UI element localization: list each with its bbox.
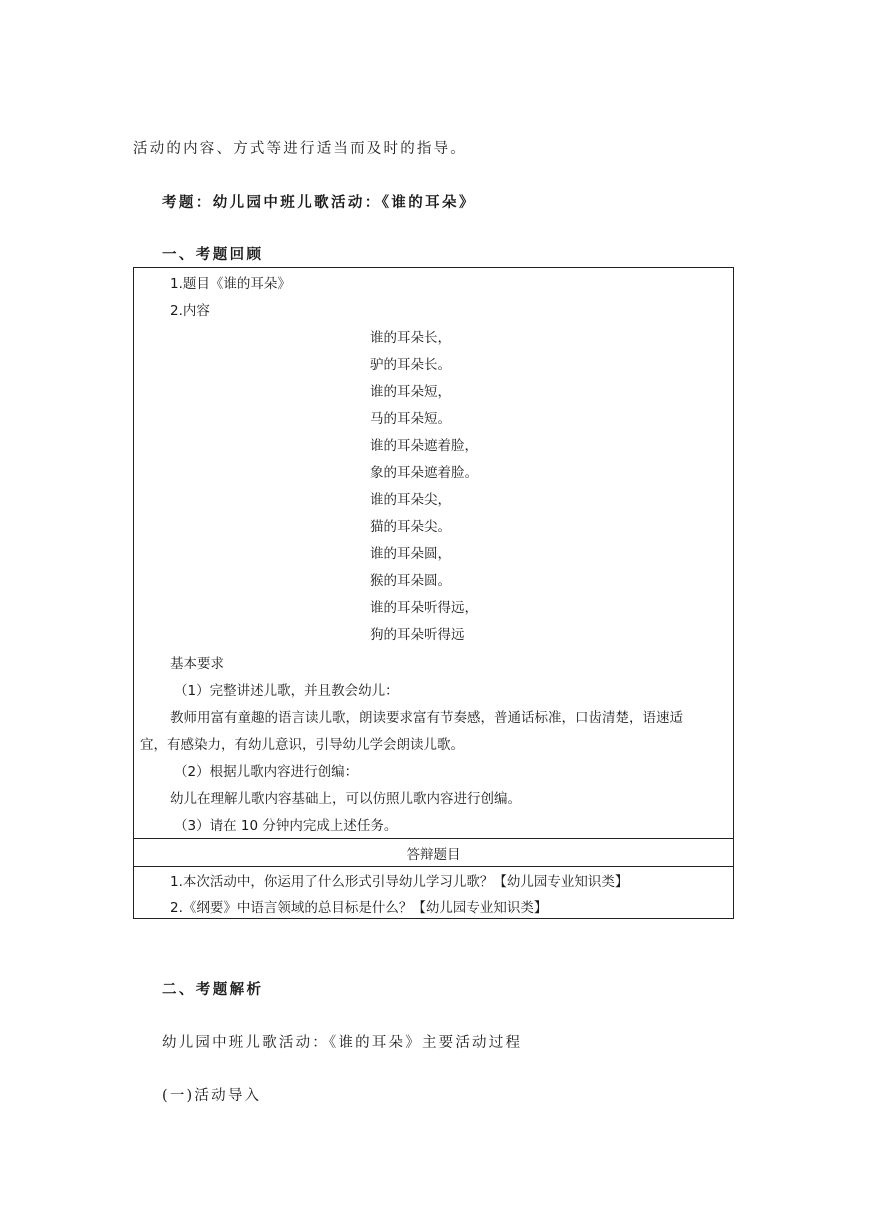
requirement-2-title: （2）根据儿歌内容进行创编： bbox=[174, 764, 359, 780]
qa-question-1: 1.本次活动中，你运用了什么形式引导幼儿学习儿歌？【幼儿园专业知识类】 bbox=[170, 874, 629, 890]
intro-line: 活动的内容、方式等进行适当而及时的指导。 bbox=[133, 141, 467, 157]
section-1-heading: 一、考题回顾 bbox=[162, 246, 264, 263]
poem-line: 谁的耳朵圆， bbox=[370, 546, 451, 562]
qa-question-2: 2.《纲要》中语言领域的总目标是什么？【幼儿园专业知识类】 bbox=[170, 900, 548, 916]
poem-line: 狗的耳朵听得远 bbox=[370, 627, 465, 643]
poem-line: 猫的耳朵尖。 bbox=[370, 519, 451, 535]
table-divider bbox=[134, 866, 733, 867]
requirement-1-body-cont: 宜，有感染力，有幼儿意识，引导幼儿学会朗读儿歌。 bbox=[140, 737, 464, 753]
poem-line: 谁的耳朵短， bbox=[370, 384, 451, 400]
requirement-1-body: 教师用富有童趣的语言读儿歌，朗读要求富有节奏感，普通话标准，口齿清楚，语速适 bbox=[170, 710, 683, 726]
table-divider bbox=[134, 838, 733, 839]
poem-line: 猴的耳朵圆。 bbox=[370, 573, 451, 589]
poem-line: 谁的耳朵遮着脸， bbox=[370, 438, 478, 454]
poem-line: 马的耳朵短。 bbox=[370, 411, 451, 427]
subsection-1-heading: (一)活动导入 bbox=[162, 1088, 262, 1104]
poem-line: 谁的耳朵听得远， bbox=[370, 600, 478, 616]
requirement-2-body: 幼儿在理解儿歌内容基础上，可以仿照儿歌内容进行创编。 bbox=[170, 791, 521, 807]
content-item: 2.内容 bbox=[170, 303, 210, 319]
poem-line: 驴的耳朵长。 bbox=[370, 357, 451, 373]
poem-line: 谁的耳朵尖， bbox=[370, 492, 451, 508]
poem-line: 谁的耳朵长， bbox=[370, 330, 451, 346]
section-2-heading: 二、考题解析 bbox=[162, 981, 264, 998]
exam-title: 考题：幼儿园中班儿歌活动：《谁的耳朵》 bbox=[162, 194, 476, 211]
requirements-title: 基本要求 bbox=[170, 656, 224, 672]
exam-review-table bbox=[133, 267, 734, 919]
analysis-title: 幼儿园中班儿歌活动：《谁的耳朵》主要活动过程 bbox=[162, 1035, 523, 1051]
qa-header: 答辩题目 bbox=[406, 847, 461, 863]
requirement-3: （3）请在 10 分钟内完成上述任务。 bbox=[174, 818, 398, 834]
poem-line: 象的耳朵遮着脸。 bbox=[370, 465, 478, 481]
requirement-1-title: （1）完整讲述儿歌，并且教会幼儿： bbox=[174, 683, 399, 699]
topic-item: 1.题目《谁的耳朵》 bbox=[170, 276, 291, 292]
